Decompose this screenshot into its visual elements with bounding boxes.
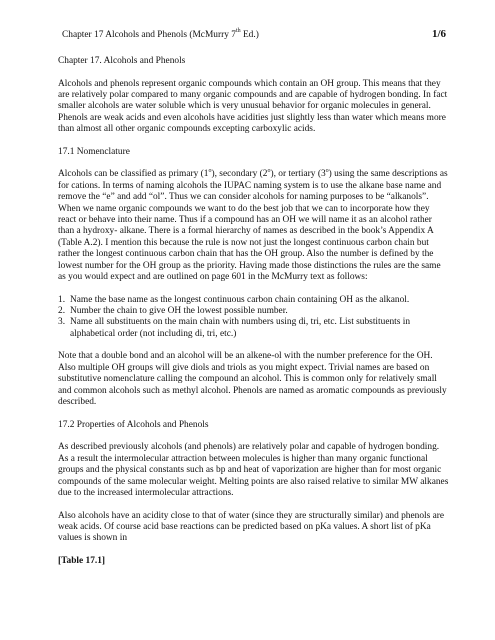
double-bond-paragraph: Note that a double bond and an alcohol will be an alkene-ol with the number preference for the OH. Also multiple OH groups will give diols and triols as you might expect. Trivial names are based on substitutive nomenclature calling the compound an alcohol. This is common only for relatively small and common alcohols such as methyl alcohol. Phenols are named as aromatic compounds as previously described. (58, 351, 447, 408)
acidity-paragraph: Also alcohols have an acidity close to that of water (since they are structurally similar) and phenols are weak acids. Of course acid base reactions can be predicted based on pKa values. A short list of pKa values is shown in (58, 510, 445, 544)
intro-paragraph: Alcohols and phenols represent organic compounds which contain an OH group. This means that they are relatively polar compared to many organic compounds and are capable of hydrogen bonding. In fact smaller alcohols are water soluble which is very unusual behavior for organic molecules in general. Phenols are weak acids and even alcohols have acidities just slightly less than water which means more than almost all other organic compounds excepting carboxylic acids. (58, 78, 448, 135)
page-number: 1/6 (431, 28, 446, 40)
chapter-heading: Chapter 17. Alcohols and Phenols (58, 56, 186, 66)
list-item: 3. Name all substituents on the main chain with numbers using di, tri, etc. List substituents in alphabetical order (not including di, tri, etc.) (58, 317, 411, 339)
section-heading-properties: 17.2 Properties of Alcohols and Phenols (58, 419, 209, 430)
list-item: 1. Name the base name as the longest continuous carbon chain containing OH as the alkanol. (58, 294, 410, 305)
list-item: 2. Number the chain to give OH the lowest possible number. (58, 306, 288, 317)
page-header (62, 30, 446, 41)
document-body (58, 56, 450, 579)
nomenclature-paragraph: Alcohols can be classified as primary (1$^o$), secondary (2$^o$), or tertiary (3$^o$) using the same descriptions as for cations. In terms of naming alcohols the IUPAC naming system is to use the alkane base name and remove the “e” and add “ol”. Thus we can consider alcohols for naming purposes to be “alkanols”. When we name organic compounds we want to do the best job that we can to incorporate how they react or behave into their name. Thus if a compound has an OH we will name it as an alcohol rather than a hydroxy- alkane. There is a formal hierarchy of names as described in the book’s Appendix A (Table A.2). I mention this because the rule is now not just the longest continuous carbon chain but rather the longest continuous carbon chain that has the OH group. Also the number is defined by the lowest number for the OH group as the priority. Having made those distinctions the rules are the same as you would expect and are outlined on page 601 in the McMurry text as follows: (58, 167, 448, 283)
naming-rules-list (58, 295, 450, 341)
header-title: Chapter 17 Alcohols and Phenols (McMurry 7th Ed.) (62, 28, 259, 40)
table-reference: [Table 17.1] (58, 555, 106, 566)
properties-paragraph: As described previously alcohols (and phenols) are relatively polar and capable of hydrogen bonding. As a result the intermolecular attraction between molecules is higher than many organic functional groups and the physical constants such as bp and heat of vaporization are higher than for most organic compounds of the same molecular weight. Melting points are also raised relative to similar MW alkanes due to the increased intermolecular attractions. (58, 442, 449, 498)
section-heading-nomenclature: 17.1 Nomenclature (58, 146, 130, 157)
